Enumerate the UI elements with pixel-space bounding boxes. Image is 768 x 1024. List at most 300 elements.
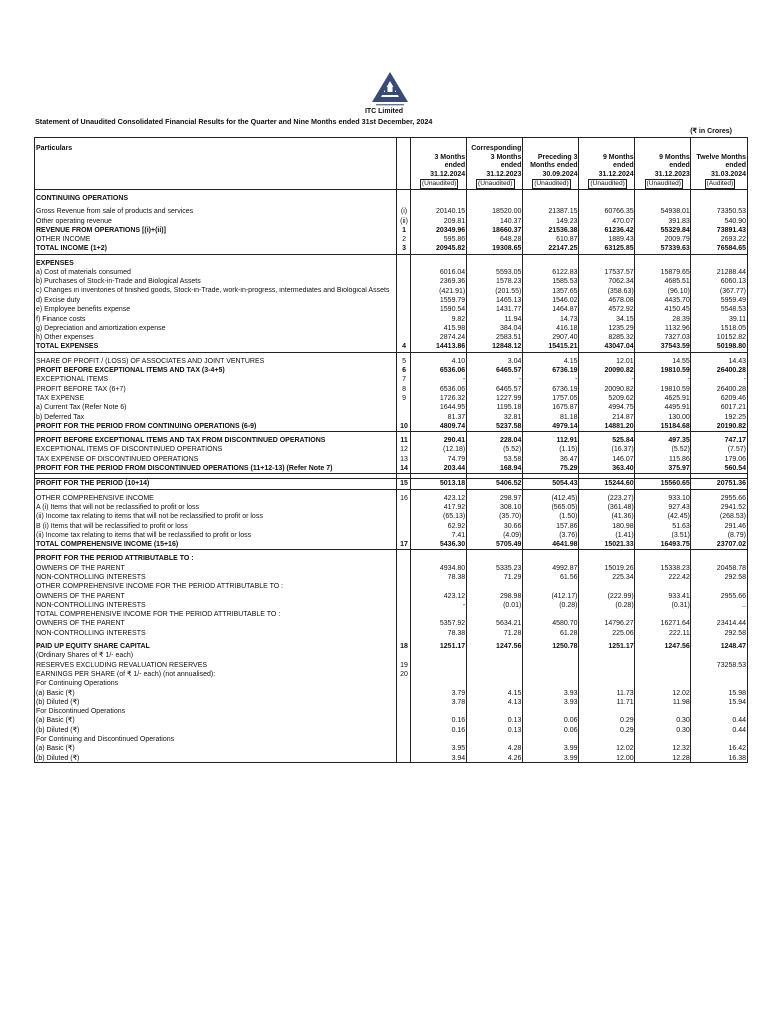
value-cell: 73350.53 <box>716 208 746 216</box>
value-cell: - <box>519 376 522 384</box>
row-label: (a) Basic (₹) <box>36 745 75 753</box>
row-number: 5 <box>402 357 406 365</box>
value-cell: 3.99 <box>563 754 578 762</box>
table-row <box>34 259 748 268</box>
row-number <box>397 503 411 512</box>
value-cell: 1251.17 <box>439 643 466 651</box>
value-cell: 1578.23 <box>496 278 522 286</box>
value-cell: (5.52) <box>671 446 690 454</box>
value-cell <box>523 582 579 591</box>
value-cell <box>692 735 748 744</box>
value-cell: 5237.58 <box>467 422 523 432</box>
value-cell <box>411 707 467 716</box>
row-label: REVENUE FROM OPERATIONS [(i)+(ii)] <box>36 226 166 234</box>
value-cell: 0.06 <box>563 717 578 725</box>
row-number: 3 <box>397 244 411 254</box>
value-cell: 11.73 <box>616 689 634 697</box>
value-cell: 0.30 <box>676 726 690 734</box>
value-cell: 15244.60 <box>580 479 636 489</box>
table-row <box>34 342 748 352</box>
value-cell <box>411 670 467 679</box>
audit-status-row <box>34 179 748 190</box>
value-cell: - <box>743 376 746 384</box>
row-number: (i) <box>400 208 408 216</box>
value-cell <box>523 707 579 716</box>
value-cell: 19810.59 <box>660 367 690 375</box>
row-label: (a) Basic (₹) <box>36 689 75 697</box>
row-label: (b) Diluted (₹) <box>36 726 80 734</box>
value-cell: 15560.65 <box>636 479 692 489</box>
company-name: ITC Limited <box>364 108 404 115</box>
value-cell: 12.02 <box>616 745 634 753</box>
row-label: TAX EXPENSE OF DISCONTINUED OPERATIONS <box>36 455 199 463</box>
row-number <box>397 324 411 333</box>
value-cell <box>636 661 692 670</box>
value-cell: 0.16 <box>451 726 466 734</box>
value-cell <box>580 582 636 591</box>
table-row <box>34 305 748 314</box>
value-cell: 16271.64 <box>660 620 690 628</box>
table-row <box>34 455 748 464</box>
row-label: h) Other expenses <box>36 334 94 342</box>
value-cell: 384.04 <box>499 324 522 332</box>
value-cell <box>692 582 748 591</box>
value-cell: 222.11 <box>668 629 690 637</box>
value-cell: 16493.75 <box>636 540 692 550</box>
value-cell: (42.45) <box>667 513 690 521</box>
row-label: (b) Diluted (₹) <box>36 698 80 706</box>
value-cell: 62.92 <box>447 522 466 530</box>
row-label: OWNERS OF THE PARENT <box>36 592 125 600</box>
row-label: a) Current Tax (Refer Note 6) <box>36 404 127 412</box>
row-label: For Continuing Operations <box>36 680 119 688</box>
value-cell: 298.98 <box>499 592 522 600</box>
value-cell: 12.28 <box>672 754 690 762</box>
table-row <box>34 554 748 563</box>
value-cell: 4685.51 <box>664 278 690 286</box>
table-row <box>34 296 748 305</box>
value-cell: 3.99 <box>563 745 578 753</box>
row-label: g) Depreciation and amortization expense <box>36 324 166 332</box>
value-cell: 1644.95 <box>439 404 466 412</box>
value-cell: 4.15 <box>563 357 578 365</box>
table-row <box>34 642 748 651</box>
value-cell: 4580.70 <box>552 620 578 628</box>
value-cell: 23707.02 <box>692 540 748 550</box>
value-cell: 209.81 <box>443 217 466 225</box>
value-cell: 75.29 <box>523 464 579 474</box>
particulars-header: Particulars <box>36 145 73 152</box>
value-cell: (35.70) <box>499 513 522 521</box>
value-cell <box>636 679 692 688</box>
value-cell: 37543.59 <box>636 342 692 352</box>
value-cell: 1464.87 <box>552 306 578 314</box>
value-cell: 291.46 <box>724 522 746 530</box>
value-cell <box>580 554 636 563</box>
value-cell: 11.71 <box>616 698 634 706</box>
value-cell: 1248.47 <box>720 643 746 651</box>
value-cell: 4495.91 <box>664 404 690 412</box>
value-cell: 180.98 <box>612 522 634 530</box>
row-label: PROFIT BEFORE TAX (6+7) <box>36 385 126 393</box>
row-label: a) Cost of materials consumed <box>36 269 131 277</box>
value-cell: 4150.45 <box>664 306 690 314</box>
value-cell: 149.23 <box>556 217 578 225</box>
value-cell: 14.73 <box>559 315 578 323</box>
value-cell: 7.41 <box>451 531 466 539</box>
value-cell: 4809.74 <box>411 422 467 432</box>
column-divider <box>522 137 523 763</box>
row-number <box>397 305 411 314</box>
value-cell: 4.28 <box>507 745 522 753</box>
value-cell: (0.01) <box>503 601 522 609</box>
row-number: 15 <box>397 479 411 489</box>
value-cell: 4435.70 <box>664 296 690 304</box>
table-row <box>34 324 748 333</box>
value-cell <box>692 610 748 619</box>
value-cell: 20751.36 <box>692 479 748 489</box>
value-cell: 6016.04 <box>439 269 466 277</box>
value-cell: 76584.65 <box>692 244 748 254</box>
value-cell: 12.00 <box>616 754 634 762</box>
table-row <box>34 698 748 707</box>
value-cell: 43047.04 <box>580 342 636 352</box>
value-cell <box>580 661 636 670</box>
row-label: Other operating revenue <box>36 217 112 225</box>
value-cell: 415.98 <box>443 324 466 332</box>
value-cell: 63125.85 <box>580 244 636 254</box>
value-cell: 1132.96 <box>665 324 690 332</box>
row-label: EXPENSES <box>36 259 74 267</box>
value-cell: 14413.86 <box>411 342 467 352</box>
value-cell: 1559.79 <box>439 296 466 304</box>
value-cell <box>411 259 467 268</box>
value-cell: 20090.82 <box>604 367 634 375</box>
value-cell: (1.15) <box>559 446 578 454</box>
value-cell: 54938.01 <box>660 208 690 216</box>
table-row <box>34 582 748 591</box>
value-cell: 203.44 <box>411 464 467 474</box>
row-label: PAID UP EQUITY SHARE CAPITAL <box>36 643 150 651</box>
table-row <box>34 464 748 474</box>
value-cell: (0.31) <box>671 601 690 609</box>
value-cell: 6122.83 <box>552 269 578 277</box>
value-cell: 5593.05 <box>496 269 522 277</box>
table-row <box>34 422 748 432</box>
value-cell: 15879.65 <box>660 269 690 277</box>
row-number: 20 <box>400 670 408 678</box>
value-cell <box>636 554 692 563</box>
value-cell: 34.15 <box>616 315 634 323</box>
value-cell: 2955.66 <box>720 494 746 502</box>
column-header-row <box>34 137 748 179</box>
value-cell: 1546.02 <box>552 296 578 304</box>
value-cell: 10152.82 <box>716 334 746 342</box>
table-row <box>34 610 748 619</box>
value-cell <box>523 661 579 670</box>
table-row <box>34 573 748 582</box>
value-cell <box>580 735 636 744</box>
value-cell: 5634.21 <box>496 620 522 628</box>
row-number: 17 <box>397 540 411 550</box>
value-cell: 112.91 <box>556 437 578 445</box>
row-label: Gross Revenue from sale of products and services <box>36 208 194 216</box>
row-number: 6 <box>402 367 406 375</box>
table-row <box>34 235 748 244</box>
value-cell: 3.79 <box>451 689 466 697</box>
row-number <box>397 413 411 422</box>
value-cell: 6465.57 <box>496 367 522 375</box>
value-cell: 2907.40 <box>552 334 578 342</box>
value-cell: 1247.56 <box>664 643 690 651</box>
value-cell <box>580 707 636 716</box>
row-number <box>397 531 411 540</box>
value-cell: 20945.82 <box>411 244 467 254</box>
value-cell <box>692 679 748 688</box>
statement-title: Statement of Unaudited Consolidated Financial Results for the Quarter and Nine Months ended 31st December, 2024 <box>35 117 433 126</box>
value-cell: 4.15 <box>507 689 522 697</box>
value-cell: 53.58 <box>503 455 522 463</box>
value-cell <box>636 707 692 716</box>
value-cell: 3.78 <box>451 698 466 706</box>
value-cell: 2369.36 <box>439 278 466 286</box>
row-number <box>397 592 411 601</box>
value-cell: 21387.15 <box>548 208 578 216</box>
value-cell: 8285.32 <box>608 334 634 342</box>
value-cell: 6736.19 <box>552 367 578 375</box>
row-label: PROFIT FOR THE PERIOD ATTRIBUTABLE TO : <box>36 555 194 563</box>
value-cell: 225.06 <box>612 629 634 637</box>
value-cell: 1675.87 <box>552 404 578 412</box>
value-cell: 16.38 <box>728 754 746 762</box>
value-cell: 540.90 <box>724 217 746 225</box>
value-cell: 14881.20 <box>580 422 636 432</box>
value-cell: 4979.14 <box>523 422 579 432</box>
value-cell: 6017.21 <box>720 404 746 412</box>
value-cell: 6536.06 <box>439 367 466 375</box>
row-number <box>397 522 411 531</box>
table-row <box>34 689 748 698</box>
value-cell <box>636 259 692 268</box>
value-cell: (412.45) <box>551 494 578 502</box>
value-cell: 6465.57 <box>496 385 522 393</box>
value-cell: 115.86 <box>668 455 690 463</box>
value-cell: (41.36) <box>611 513 634 521</box>
value-cell: 648.28 <box>499 236 522 244</box>
row-number <box>397 726 411 735</box>
value-cell: 16.42 <box>728 745 746 753</box>
value-cell <box>580 651 636 660</box>
value-cell: 416.18 <box>556 324 578 332</box>
table-row <box>34 744 748 753</box>
value-cell: (222.99) <box>607 592 634 600</box>
row-number: 16 <box>400 494 408 502</box>
audit-status: (Unaudited) <box>478 180 513 187</box>
row-label: PROFIT BEFORE EXCEPTIONAL ITEMS AND TAX FROM DISCONTINUED OPERATIONS <box>36 437 326 445</box>
value-cell: 71.29 <box>503 573 522 581</box>
value-cell: 1227.99 <box>496 394 522 402</box>
row-number: 7 <box>402 376 406 384</box>
value-cell: 15184.68 <box>636 422 692 432</box>
currency-note: (₹ in Crores) <box>690 128 732 135</box>
value-cell: 22147.25 <box>523 244 579 254</box>
value-cell: 417.92 <box>443 503 466 511</box>
value-cell: 7062.34 <box>608 278 634 286</box>
table-row <box>34 315 748 324</box>
table-row <box>34 207 748 216</box>
value-cell: 1726.32 <box>439 394 466 402</box>
value-cell: 2941.52 <box>720 503 746 511</box>
value-cell: 5335.23 <box>496 564 522 572</box>
value-cell: 470.07 <box>612 217 634 225</box>
value-cell: 4.10 <box>451 357 466 365</box>
value-cell: 61236.42 <box>604 226 634 234</box>
value-cell: 17537.57 <box>604 269 634 277</box>
value-cell: - <box>631 376 634 384</box>
row-number <box>397 754 411 763</box>
value-cell <box>467 670 523 679</box>
value-cell <box>467 554 523 563</box>
value-cell <box>580 259 636 268</box>
row-label: e) Employee benefits expense <box>36 306 131 314</box>
value-cell: (361.48) <box>607 503 634 511</box>
row-label: TAX EXPENSE <box>36 394 85 402</box>
value-cell: 5357.92 <box>439 620 466 628</box>
row-number <box>397 689 411 698</box>
table-row <box>34 531 748 540</box>
audit-status: (Unaudited) <box>646 180 681 187</box>
value-cell: 0.06 <box>563 726 578 734</box>
row-number <box>397 287 411 296</box>
value-cell: 73258.53 <box>716 661 746 669</box>
value-cell: 20349.96 <box>436 226 466 234</box>
value-cell: 157.86 <box>556 522 578 530</box>
value-cell: (4.09) <box>503 531 522 539</box>
column-divider <box>634 137 635 763</box>
value-cell <box>467 679 523 688</box>
value-cell <box>692 554 748 563</box>
value-cell: 3.95 <box>451 745 466 753</box>
value-cell: 1585.53 <box>552 278 578 286</box>
value-cell: 0.13 <box>507 717 522 725</box>
row-number <box>397 277 411 286</box>
row-number <box>397 619 411 628</box>
value-cell: 2583.51 <box>496 334 522 342</box>
value-cell: 18520.00 <box>492 208 522 216</box>
value-cell <box>580 670 636 679</box>
value-cell: 292.58 <box>724 629 746 637</box>
value-cell <box>636 735 692 744</box>
table-row <box>34 244 748 254</box>
col-header-2: Corresponding 3 Months ended 31.12.2023 <box>471 145 522 178</box>
row-label: OWNERS OF THE PARENT <box>36 564 125 572</box>
row-label: EXCEPTIONAL ITEMS OF DISCONTINUED OPERATIONS <box>36 446 223 454</box>
row-label: b) Purchases of Stock-in-Trade and Biological Assets <box>36 278 201 286</box>
value-cell: 6060.13 <box>720 278 746 286</box>
table-row <box>34 333 748 342</box>
value-cell: (5.52) <box>503 446 522 454</box>
value-cell: 0.30 <box>676 717 690 725</box>
row-label: OTHER COMPREHENSIVE INCOME <box>36 494 154 502</box>
value-cell: 36.47 <box>559 455 578 463</box>
row-number: 4 <box>397 342 411 352</box>
value-cell: 747.17 <box>724 437 746 445</box>
value-cell: 933.41 <box>668 592 690 600</box>
row-number: 9 <box>402 394 406 402</box>
row-label: PROFIT FOR THE PERIOD FROM CONTINUING OPERATIONS (6-9) <box>34 422 397 432</box>
value-cell <box>467 582 523 591</box>
value-cell: 5406.52 <box>467 479 523 489</box>
table-row <box>34 385 748 394</box>
audit-status: (Audited) <box>706 180 734 187</box>
value-cell: 4.13 <box>507 698 522 706</box>
value-cell: 20140.15 <box>436 208 466 216</box>
value-cell: 21288.44 <box>716 269 746 277</box>
row-label: A (i) Items that will not be reclassified to profit or loss <box>36 503 200 511</box>
value-cell: 560.54 <box>692 464 748 474</box>
value-cell <box>636 194 692 203</box>
value-cell: (12.18) <box>443 446 466 454</box>
value-cell <box>523 651 579 660</box>
value-cell <box>523 554 579 563</box>
row-label: OTHER INCOME <box>36 236 91 244</box>
value-cell <box>411 582 467 591</box>
value-cell: 5209.62 <box>608 394 634 402</box>
column-divider <box>396 137 397 763</box>
row-label: NON-CONTROLLING INTERESTS <box>36 629 146 637</box>
value-cell: 0.44 <box>732 717 746 725</box>
table-row <box>34 651 748 660</box>
value-cell <box>636 610 692 619</box>
value-cell: 30.66 <box>503 522 522 530</box>
value-cell: 15338.23 <box>660 564 690 572</box>
value-cell: 4994.75 <box>608 404 634 412</box>
value-cell <box>411 661 467 670</box>
row-label: OTHER COMPREHENSIVE INCOME FOR THE PERIOD ATTRIBUTABLE TO : <box>36 583 284 591</box>
table-row <box>34 661 748 670</box>
value-cell: 74.79 <box>447 455 466 463</box>
row-number <box>397 194 411 203</box>
itc-logo-icon <box>368 70 412 108</box>
value-cell: 39.11 <box>729 315 746 323</box>
value-cell: (7.57) <box>727 446 746 454</box>
table-row <box>34 540 748 550</box>
value-cell: 290.41 <box>443 437 466 445</box>
value-cell: 1247.56 <box>496 643 522 651</box>
value-cell: (0.28) <box>559 601 578 609</box>
value-cell <box>467 610 523 619</box>
value-cell: 4.26 <box>507 754 522 762</box>
table-row <box>34 754 748 763</box>
value-cell: 1518.05 <box>720 324 746 332</box>
row-label: (Ordinary Shares of ₹ 1/- each) <box>36 652 134 660</box>
value-cell: 146.07 <box>612 455 634 463</box>
value-cell: (565.05) <box>551 503 578 511</box>
row-number: 11 <box>400 437 408 445</box>
value-cell: (358.63) <box>607 287 634 295</box>
row-number <box>397 698 411 707</box>
value-cell: 12.02 <box>672 689 690 697</box>
value-cell: - <box>575 376 578 384</box>
value-cell: (3.51) <box>671 531 690 539</box>
value-cell: 81.18 <box>559 413 578 421</box>
value-cell: 32.81 <box>503 413 522 421</box>
row-number <box>397 259 411 268</box>
table-row <box>34 277 748 286</box>
row-number <box>397 735 411 744</box>
row-label: SHARE OF PROFIT / (LOSS) OF ASSOCIATES AND JOINT VENTURES <box>36 357 265 365</box>
row-label: TOTAL COMPREHENSIVE INCOME FOR THE PERIOD ATTRIBUTABLE TO : <box>36 611 281 619</box>
